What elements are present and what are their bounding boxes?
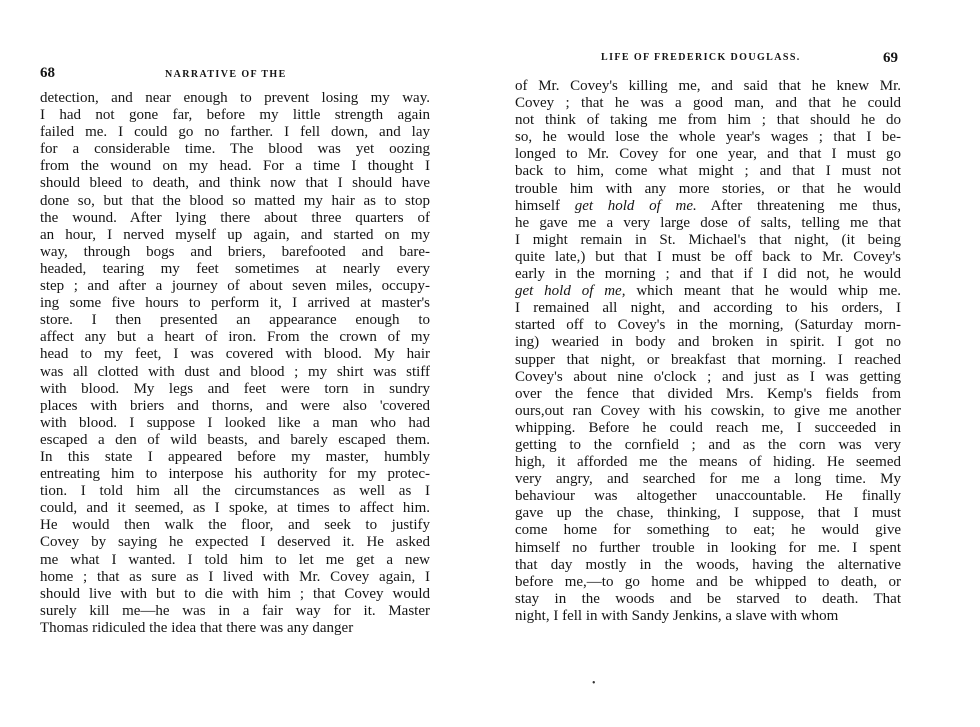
text-line: should live with but to die with him ; that Covey would [40,585,430,602]
italic-phrase: get hold of me, [515,283,626,300]
text-line: high, it afforded me the means of hiding. He seemed [515,454,901,471]
text-line: very angry, and searched for me a long time. My [515,471,901,488]
text-line: that day mostly in the woods, having the alternative [515,556,901,573]
text-line: the wound. After lying there about three quarters of [40,209,430,226]
text-line: entreating him to interpose his authority for my protec- [40,466,430,483]
text-line: step ; and after a journey of about seven miles, occupy- [40,278,430,295]
text-line: an hour, I nerved myself up again, and started on my [40,226,430,243]
bottom-ornament: • [592,678,596,689]
text-line: behaviour was altogether unaccountable. He finally [515,488,901,505]
text-line: detection, and near enough to prevent losing my way. [40,90,430,106]
text-line [515,283,901,300]
text-line: tion. I told him all the circumstances as well as I [40,483,430,500]
text-line: early in the morning ; and that if I did not, he would [515,266,901,283]
text-line: with blood. My legs and feet were torn in sundry [40,380,430,397]
text-segment: himself [515,197,575,214]
text-line: he gave me a very large dose of salts, telling me that [515,214,901,231]
text-line: ours,out ran Covey with his cowskin, to give me another [515,402,901,419]
text-line: back to him, come what might ; and that I must not [515,163,901,180]
text-line: I might remain in St. Michael's that night, (it being [515,231,901,248]
text-line: home ; that as sure as I lived with Mr. Covey again, I [40,568,430,585]
text-line: so, he would lose the whole year's wages ; that I be- [515,129,901,146]
page-number: 69 [883,50,898,66]
text-line: head to my feet, I was covered with blood. My hair [40,346,430,363]
text-line: escaped a den of wild beasts, and barely escaped them. [40,431,430,448]
text-line: Covey's about nine o'clock ; and just as I was getting [515,368,901,385]
text-line: ing) wearied in body and broken in spirit. I got no [515,334,901,351]
text-line: himself no further trouble in looking for me. I spent [515,539,901,556]
text-line: surely kill me—he was in a fair way for it. Master [40,602,430,619]
text-line: way, through bogs and briers, barefooted and bare- [40,243,430,260]
italic-phrase: get hold of me. [574,197,697,214]
text-segment: After threatening me thus, [696,197,901,214]
text-line: not think of taking me from him ; that should he do [515,112,901,129]
text-line: gave up the chase, thinking, I suppose, that I must [515,505,901,522]
text-line: could, and it seemed, as I spoke, at times to affect him. [40,500,430,517]
text-line: Covey by saying he expected I deserved it. He asked [40,534,430,551]
page-text [515,78,905,625]
text-segment: which meant that he would whip me. [625,283,901,300]
text-line: from the wound on my head. For a time I thought I [40,158,430,175]
text-line: stay in the woods and be starved to death. That [515,590,901,607]
text-line: quite late,) but that I must be off back to Mr. Covey's [515,248,901,265]
running-head: NARRATIVE OF THE [165,69,287,80]
text-line: places with briers and thorns, and were also 'covered [40,397,430,414]
text-line: should bleed to death, and think now that I should have [40,175,430,192]
text-line: over the fence that divided Mrs. Kemp's fields from [515,385,901,402]
text-line: done so, but that the blood so matted my hair as to stop [40,192,430,209]
text-line: longed to Mr. Covey for one year, and that I must go [515,146,901,163]
text-line: me what I wanted. I told him to let me get a new [40,551,430,568]
page-text [40,90,435,637]
text-line: I remained all night, and according to his orders, I [515,300,901,317]
text-line: supper that night, or breakfast that morning. I reached [515,351,901,368]
text-line: store. I then presented an appearance enough to [40,312,430,329]
text-line: I had not gone far, before my little strength again [40,107,430,124]
text-line: Thomas ridiculed the idea that there was any danger [40,619,354,636]
text-line: He would then walk the floor, and seek to justify [40,517,430,534]
text-line: was all clotted with dust and blood ; my shirt was stiff [40,363,430,380]
text-line [515,198,901,215]
text-line: started off to Covey's in the morning, (Saturday morn- [515,317,901,334]
text-line: Covey ; that he was a good man, and that he could [515,95,901,112]
text-line: headed, tearing my feet sometimes at nearly every [40,260,430,277]
text-line: before me,—to go home and be whipped to death, or [515,573,901,590]
running-head: LIFE OF FREDERICK DOUGLASS. [601,52,801,63]
text-line: with blood. I suppose I looked like a man who had [40,414,430,431]
text-line: In this state I appeared before my master, humbly [40,448,430,465]
text-line: affect any but a heart of iron. From the crown of my [40,329,430,346]
page-number: 68 [40,65,55,81]
text-line: getting to the cornfield ; and as the corn was very [515,436,901,453]
text-line: ing some five hours to perform it, I arrived at master's [40,295,430,312]
text-line: of Mr. Covey's killing me, and said that he knew Mr. [515,78,901,94]
text-line: for a considerable time. The blood was yet oozing [40,141,430,158]
text-line: come home for something to eat; he would give [515,522,901,539]
text-line: whipping. Before he could reach me, I succeeded in [515,419,901,436]
text-line: trouble him with any more stories, or that he would [515,180,901,197]
text-line: failed me. I could go no farther. I fell down, and lay [40,124,430,141]
text-line: night, I fell in with Sandy Jenkins, a slave with whom [515,607,839,624]
